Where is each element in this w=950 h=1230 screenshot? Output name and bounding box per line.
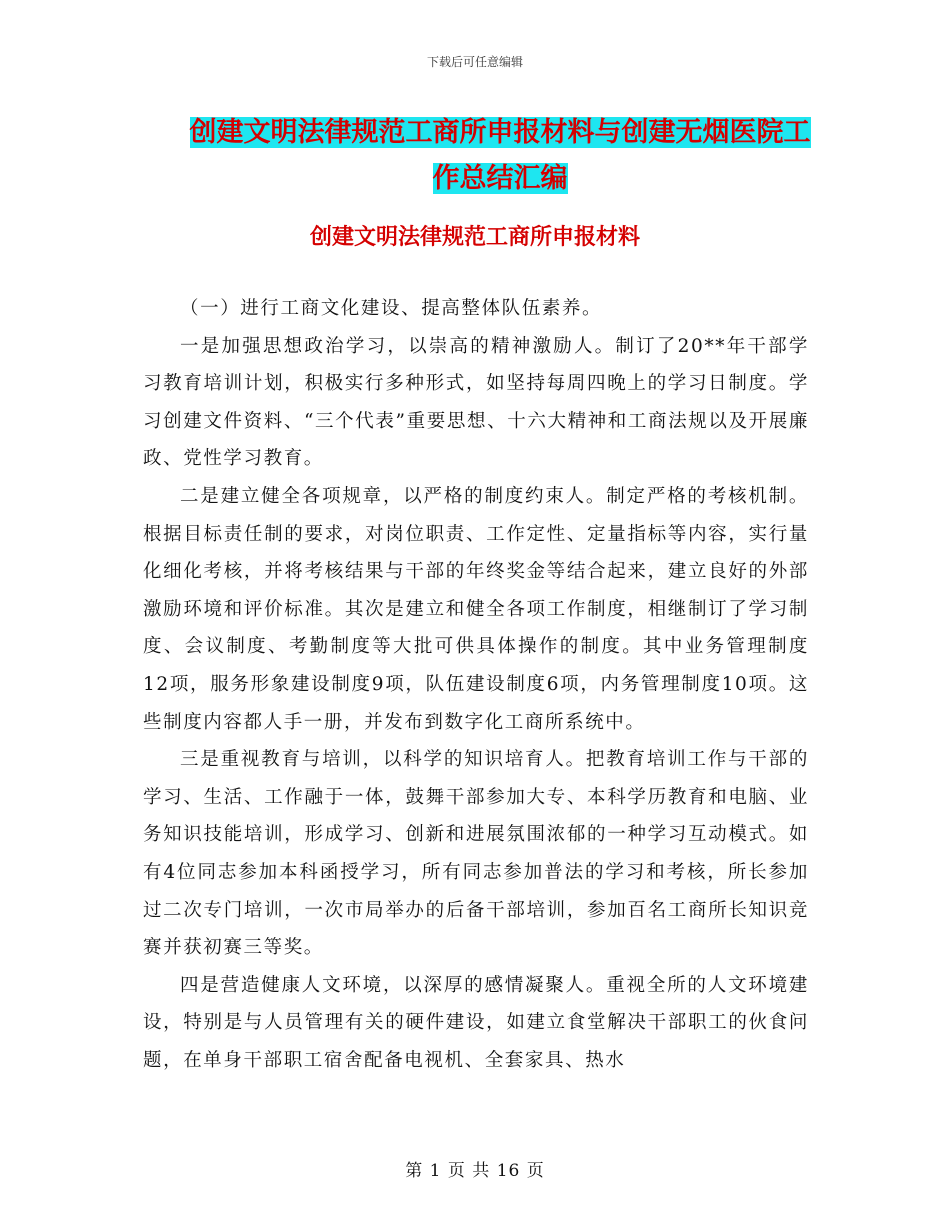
document-body (143, 290, 809, 1079)
paragraph: 四是营造健康人文环境，以深厚的感情凝聚人。重视全所的人文环境建设，特别是与人员管理有关的硬件建设，如建立食堂解决干部职工的伙食问题，在单身干部职工宿舍配备电视机、全套家具、热水 (143, 974, 809, 1071)
header-note: 下载后可任意编辑 (426, 55, 523, 69)
document-title (150, 110, 850, 202)
paragraph: 三是重视教育与培训，以科学的知识培育人。把教育培训工作与干部的学习、生活、工作融于一体，鼓舞干部参加大专、本科学历教育和电脑、业务知识技能培训，形成学习、创新和进展氛围浓郁的一种学习互动模式。如有4位同志参加本科函授学习，所有同志参加普法的学习和考核，所长参加过二次专门培训，一次市局举办的后备干部培训，参加百名工商所长知识竞赛并获初赛三等奖。 (143, 749, 809, 959)
paragraph: （一）进行工商文化建设、提高整体队伍素养。 (180, 298, 603, 319)
page-footer: 第 1 页 共 16 页 (405, 1161, 545, 1181)
paragraph: 一是加强思想政治学习，以崇高的精神激励人。制订了20**年干部学习教育培训计划，积极实行多种形式，如坚持每周四晚上的学习日制度。学习创建文件资料、“三个代表”重要思想、十六大精神和工商法规以及开展廉政、党性学习教育。 (143, 335, 809, 470)
section-title: 创建文明法律规范工商所申报材料 (309, 224, 640, 250)
document-title-line-1: 创建文明法律规范工商所申报材料与创建无烟医院工 (189, 117, 811, 148)
paragraph: 二是建立健全各项规章，以严格的制度约束人。制定严格的考核机制。根据目标责任制的要求，对岗位职责、工作定性、定量指标等内容，实行量化细化考核，并将考核结果与干部的年终奖金等结合起来，建立良好的外部激励环境和评价标准。其次是建立和健全各项工作制度，相继制订了学习制度、会议制度、考勤制度等大批可供具体操作的制度。其中业务管理制度12项，服务形象建设制度9项，队伍建设制度6项，内务管理制度10项。这些制度内容都人手一册，并发布到数字化工商所系统中。 (143, 485, 809, 733)
document-title-line-2: 作总结汇编 (432, 163, 568, 194)
